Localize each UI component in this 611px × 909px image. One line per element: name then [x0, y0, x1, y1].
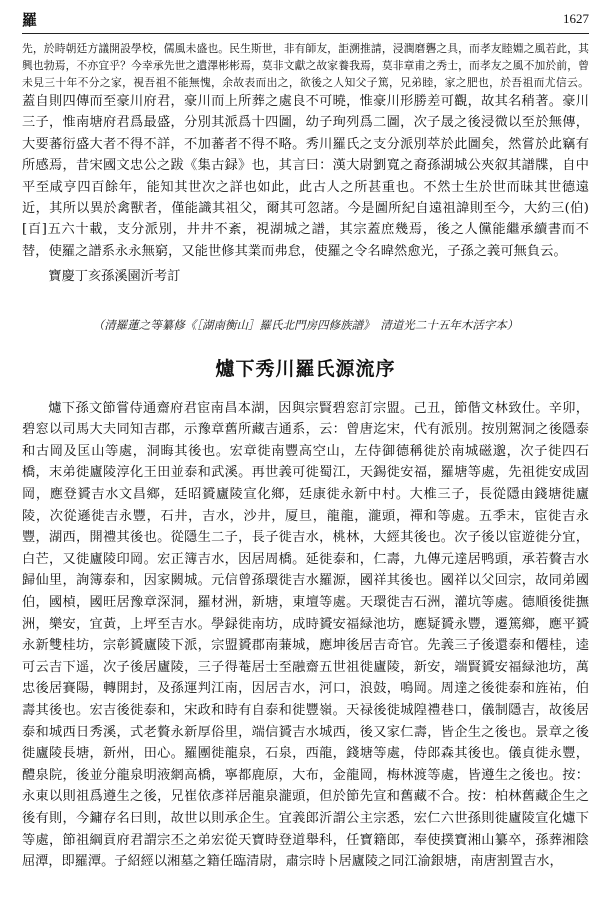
page-number: 1627 [563, 11, 589, 26]
previous-text-small-content: 先，於時朝廷方議開設學校，儒風未盛也。民生斯世，非有師友，詎溯推請，浸潤磨礱之具，而孝友睦婣之風若此，其興也勃焉，不亦宜乎？今幸承先世之遺澤彬彬焉，莫非文獻之故家養我焉，莫非章甫之秀士，而孝友之風不加於前，曾未見三十年不分之家，視吾祖不能無愧，余故表而出之，欲後之人知父子篤，兄弟睦，家之肥也，於吾祖而尤信云。 [22, 42, 589, 89]
previous-text-main: 蓋自則四傳而至豪川府君，豪川而上所葬之處良不可曉，惟豪川形勝差可觀，故其名稍著。豪川三子，惟南塘府君爲最盛，分別其派爲十四圖，幼子珣列爲二圖，次子晟之後浸微以至於無傳，大要蕃衍盛大者不得不詳，不加蕃者不得不略。秀川羅氏之支分派別萃於此圖矣，然嘗於此竊有所感焉，昔宋國文忠公之跋《集古録》也，其言曰：漢大尉劉寬之裔孫湖城公夾叙其譜牒，自中平至咸亨四百餘年，能知其世次之詳也如此，此古人之所甚重也。不然士生於世而昧其世德遠近，其所以異於禽獸者，僅能識其祖父，爾其可忽諸。今是圖所紀自遠祖諱則至今，大約三(伯)[百]五六十載，支分派別，井井不紊，視湖城之譜，其宗蓋庶幾焉，後之人儻能繼承續書而不替，使羅之譜系永永無窮，又能世修其業而弗怠，使羅之令名暐然愈光，子孫之義可無負云。 [22, 94, 589, 259]
section-body-paragraph: 爈下孫文節嘗侍通齋府君宦南昌本湖，因與宗賢碧窓訂宗盟。己丑，節偕文林致仕。辛卯，碧窓以司馬大夫同知吉郡，示豫章舊所藏吉通系，云：曾唐迄宋，代有派別。按別駕洞之後隱泰和古岡及匡山等處，洞晦其後也。宏章徙南豐高空山，左侍御德稱徙於南城磁邈，次子徙四石橋，末弟徙廬陵淳化王田並泰和武溪。再世義可徙蜀江，天錫徙安福，羅塘等處，先祖徙安成固岡，應登贇吉水文昌鄉，廷昭贇廬陵宣化鄉，廷康徙永新中村。大椎三子，長從隱由錢塘徙廬陵，次從遜徙吉永豐，石井，吉水，沙井，厦旦，龍龍，瀧頭，禪和等處。五季末，宦徙吉永豐，湖西，開禮其後也。從隱生二子，長子徙吉水，桃林，大經其後也。次子後以宦遊徙分宜，白芒，又徙廬陵印岡。宏正簿吉水，因居周橋。延徙泰和，仁壽，九傳元達居鸭頭，承若贅吉水歸仙里，詢簿泰和，因家闕城。元信曾孫環徙吉水羅源，國祥其後也。國祥以父回宗，故同弟國伯，國楨，國旺居豫章深洞，羅材洲，新塘，東壇等處。天環徙吉石洲，灌坑等處。德順後徙撫洲，樂安，宜黃，上坪至吉水。學録徙南坊，成時贇安福緑池坊，應疑贇永豐，遷篤鄉，應平贇永新雙桂坊，宗彰贇廬陵下派，宗盟贇郡南蒹城，應坤後居吉奇官。先義三子後還泰和僊桂，逵可云吉下遥，次子後居廬陵，三子得菴居士至融齋五世祖徙廬陵，新安，端賢贇安福緑池坊，萬忠後居賽陽，轉開封，及孫運判江南，因居吉水，河口，浪鼓，鳴岡。周達之後徙泰和旌祐，伯壽其後也。宏吉後徙泰和，宋政和時有自泰和徙豐嶺。天禄後徙城隍禮巷口，儀制隱吉，故後居泰和城西日秀溪，式老贅永新厚俗里，端信贇吉水城西，後又家仁壽，皆企生之後也。景章之後徙廬陵長塘，新州，田心。羅團徙龍泉，石泉，西龍，錢塘等處，侍郎森其後也。儀貞徙永豐，醴泉院，後並分龍泉明液網高橋，寧都鹿原，大布，金龍岡，梅林渡等處，皆遵生之後也。按：永東以則祖爲遵生之後，兄崔依彥祥居龍泉瀧頭，但於節先宣和舊藏不合。按：柏林舊藏企生之後有則，今鏞存名曰則，故世以則承企生。宜義郎沂謂公主宗悉，宏仁六世孫則徙廬陵宣化爈下等處，節祖綱貢府君謂宗丕之弟宏從天寶時登道舉科，任寶籍郎，奉使撲寶湘山纂卒，孫葬湘陰屈潭，即羅潭。子紹經以湘墓之籍任臨清尉，肅宗時卜居廬陵之同江渝銀塘，南唐割置吉水， [22, 400, 589, 870]
signature-line: 寶慶丁亥孫溪園沂考訂 [48, 269, 181, 285]
page-body [22, 40, 589, 873]
header-character: 羅 [22, 10, 38, 29]
previous-text-small [22, 40, 589, 262]
source-citation: （清羅蓮之等纂修《［湖南衡山］羅氏北門房四修族譜》 清道光二十五年木活字本） [92, 317, 519, 332]
section-title: 爈下秀川羅氏源流序 [215, 357, 396, 380]
page-header [22, 6, 589, 32]
header-rule [22, 33, 589, 34]
